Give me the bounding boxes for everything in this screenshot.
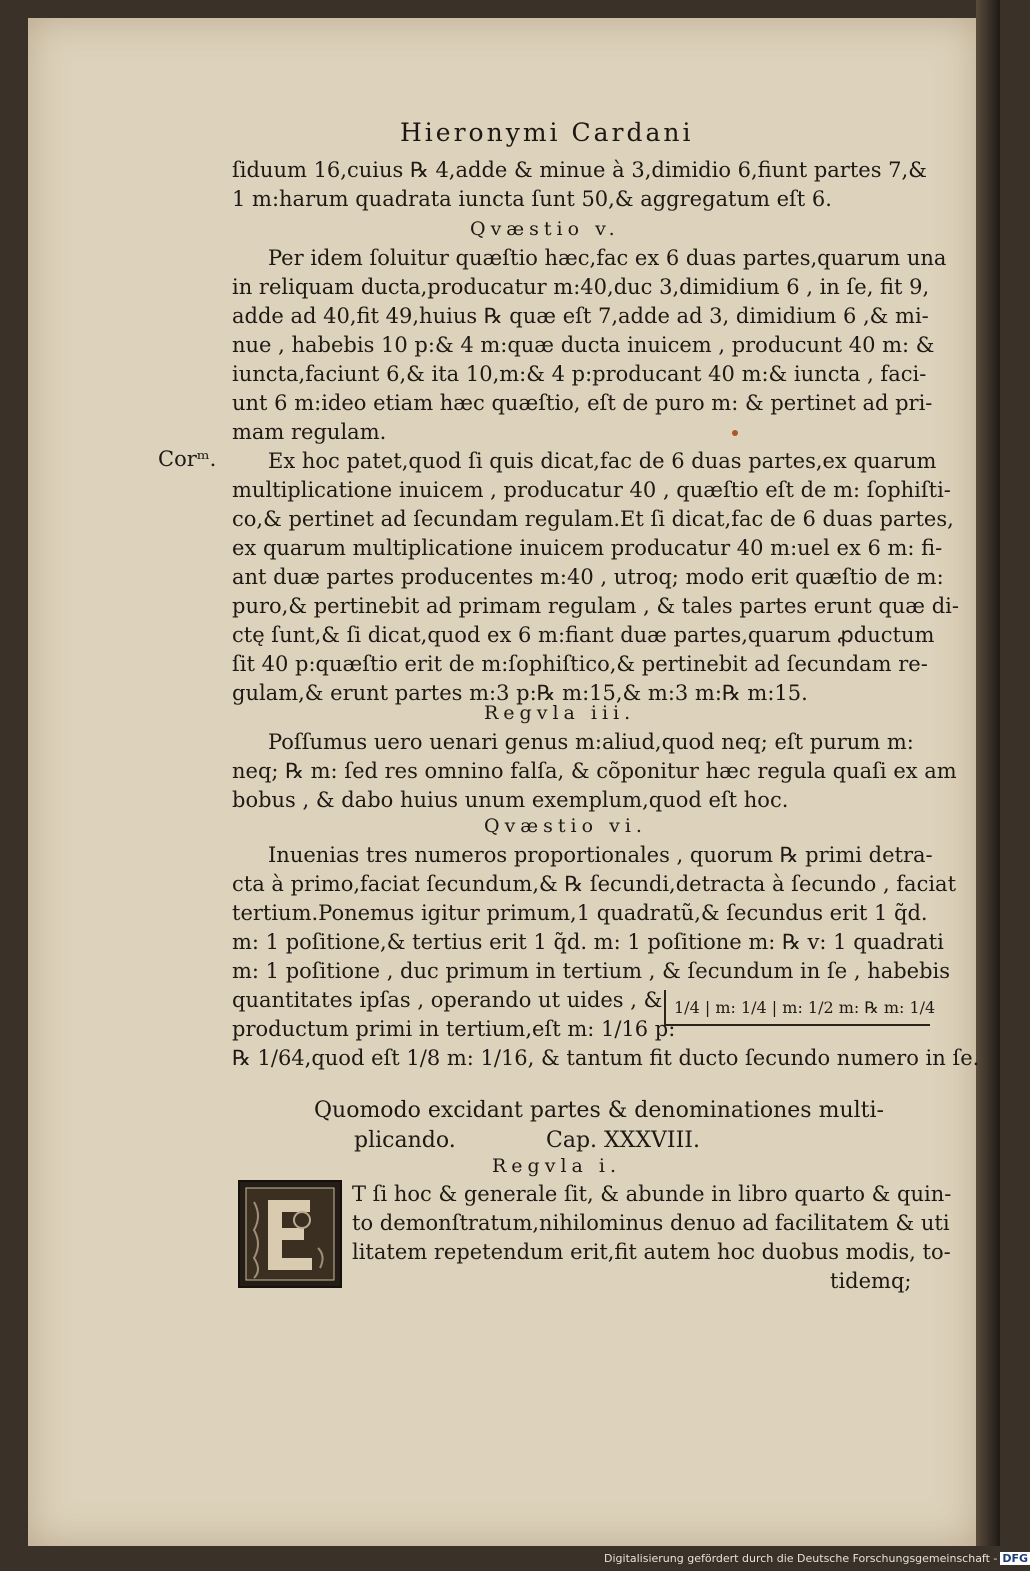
- text-line: ex quarum multiplicatione inuicem producatur 40 m:uel ex 6 m: fi-: [232, 536, 943, 560]
- decorated-initial-icon: [240, 1182, 340, 1286]
- chapter-title-line2a: plicando.: [354, 1128, 456, 1153]
- text-line: iuncta,faciunt 6,& ita 10,m:& 4 p:producant 40 m:& iuncta , faci-: [232, 362, 927, 386]
- text-line: nue , habebis 10 p:& 4 m:quæ ducta inuicem , producunt 40 m: &: [232, 333, 935, 357]
- text-line: m: 1 poſitione,& tertius erit 1 q̃d. m: 1 poſitione m: ℞ v: 1 quadrati: [232, 930, 944, 954]
- text-line: multiplicatione inuicem , producatur 40 , quæſtio eſt de m: ſophiſti-: [232, 478, 951, 502]
- chapter-number: Cap. XXXVIII.: [546, 1128, 700, 1153]
- text-line: Per idem ſoluitur quæſtio hæc,fac ex 6 duas partes,quarum una: [268, 246, 947, 270]
- text-line: 1 m:harum quadrata iuncta ſunt 50,& aggregatum eſt 6.: [232, 187, 832, 211]
- text-line: Poſſumus uero uenari genus m:aliud,quod neq; eſt purum m:: [268, 730, 914, 754]
- running-header: Hieronymi Cardani: [400, 118, 694, 147]
- boxed-formula: 1/4 | m: 1/4 | m: 1/2 m: ℞ m: 1/4: [664, 990, 930, 1026]
- catchword: tidemq;: [830, 1269, 912, 1293]
- text-line: Inuenias tres numeros proportionales , quorum ℞ primi detra-: [268, 843, 933, 867]
- text-line: puro,& pertinebit ad primam regulam , & tales partes erunt quæ di-: [232, 594, 959, 618]
- text-line: quantitates ipſas , operando ut uides , &: [232, 988, 663, 1012]
- text-line: ſiduum 16,cuius ℞ 4,adde & minue à 3,dimidio 6,fiunt partes 7,&: [232, 158, 927, 182]
- quaestio-vi-heading: Qvæstio vi.: [484, 815, 647, 837]
- dfg-logo: DFG: [1002, 1552, 1029, 1565]
- text-line: co,& pertinet ad ſecundam regulam.Et ſi dicat,fac de 6 duas partes,: [232, 507, 954, 531]
- decorated-initial-e: [238, 1180, 342, 1288]
- text-line: ſit 40 p:quæſtio erit de m:ſophiſtico,& pertinebit ad ſecundam re-: [232, 652, 928, 676]
- text-line: m: 1 poſitione , duc primum in tertium , & ſecundum in ſe , habebis: [232, 959, 951, 983]
- regula-iii-heading: Regvla iii.: [484, 702, 636, 724]
- text-line: ctę ſunt,& ſi dicat,quod ex 6 m:fiant duæ partes,quarum ꝓductum: [232, 623, 935, 647]
- text-line: productum primi in tertium,eſt m: 1/16 p:: [232, 1017, 676, 1041]
- text-line: Ex hoc patet,quod ſi quis dicat,fac de 6 duas partes,ex quarum: [268, 449, 937, 473]
- text-line: mam regulam.: [232, 420, 387, 444]
- ink-spot: [732, 430, 738, 436]
- text-line: ant duæ partes producentes m:40 , utroq; modo erit quæſtio de m:: [232, 565, 944, 589]
- text-line: tertium.Ponemus igitur primum,1 quadratũ,& ſecundus erit 1 q̃d.: [232, 901, 928, 925]
- text-line: litatem repetendum erit,fit autem hoc duobus modis, to-: [352, 1240, 951, 1264]
- digitization-footer: [604, 1552, 1030, 1565]
- text-line: ℞ 1/64,quod eſt 1/8 m: 1/16, & tantum fit ducto ſecundo numero in ſe.: [232, 1046, 980, 1070]
- text-line: to demonſtratum,nihilominus denuo ad facilitatem & uti: [352, 1211, 950, 1235]
- text-line: adde ad 40,fit 49,huius ℞ quæ eſt 7,adde ad 3, dimidium 6 ,& mi-: [232, 304, 929, 328]
- text-line: gulam,& erunt partes m:3 p:℞ m:15,& m:3 m:℞ m:15.: [232, 681, 808, 705]
- text-line: bobus , & dabo huius unum exemplum,quod eſt hoc.: [232, 788, 789, 812]
- text-line: unt 6 m:ideo etiam hæc quæſtio, eſt de puro m: & pertinet ad pri-: [232, 391, 933, 415]
- text-line: in reliquam ducta,producatur m:40,duc 3,dimidium 6 , in ſe, fit 9,: [232, 275, 930, 299]
- chapter-title-line1: Quomodo excidant partes & denominationes multi-: [314, 1098, 884, 1123]
- margin-note-corollary: Corᵐ.: [158, 447, 217, 471]
- text-line: neq; ℞ m: ſed res omnino falſa, & cõponitur hæc regula quaſi ex am: [232, 759, 957, 783]
- text-line: T ſi hoc & generale ſit, & abunde in libro quarto & quin-: [352, 1182, 952, 1206]
- footer-text: Digitalisierung gefördert durch die Deutsche Forschungsgemeinschaft -: [604, 1552, 998, 1565]
- quaestio-v-heading: Qvæstio v.: [470, 218, 620, 240]
- book-edge: [976, 0, 1000, 1546]
- regula-i-heading: Regvla i.: [492, 1155, 622, 1177]
- text-line: cta à primo,faciat ſecundum,& ℞ ſecundi,detracta à ſecundo , faciat: [232, 872, 957, 896]
